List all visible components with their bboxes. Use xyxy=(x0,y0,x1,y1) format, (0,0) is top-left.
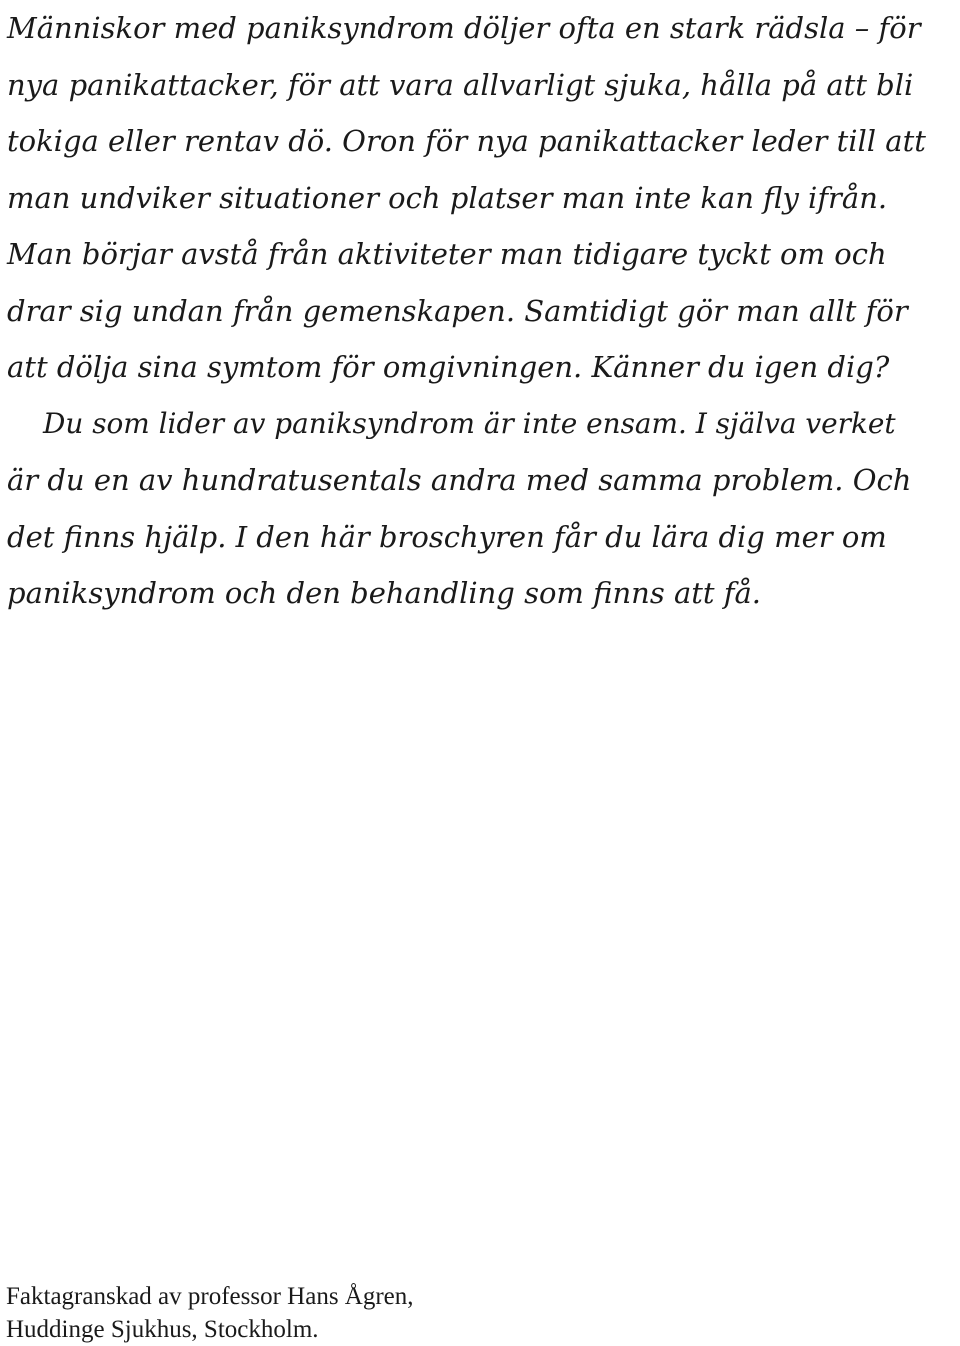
intro-line: Du som lider av paniksyndrom är inte ensam. I själva verket xyxy=(43,406,896,440)
intro-line: paniksyndrom och den behandling som finns att få. xyxy=(7,576,761,610)
credit-line: Faktagranskad av professor Hans Ågren, xyxy=(6,1283,414,1310)
intro-line: Människor med paniksyndrom döljer ofta en stark rädsla – för xyxy=(7,11,921,45)
fact-check-credit xyxy=(6,1280,414,1346)
intro-text xyxy=(7,0,955,622)
intro-line: Man börjar avstå från aktiviteter man tidigare tyckt om och xyxy=(7,237,887,271)
intro-line: att dölja sina symtom för omgivningen. Känner du igen dig? xyxy=(7,350,890,384)
intro-line: nya panikattacker, för att vara allvarligt sjuka, hålla på att bli xyxy=(7,67,914,102)
credit-line: Huddinge Sjukhus, Stockholm. xyxy=(6,1316,319,1343)
intro-line: man undviker situationer och platser man inte kan fly ifrån. xyxy=(7,180,888,215)
intro-line: det finns hjälp. I den här broschyren får du lära dig mer om xyxy=(7,519,887,554)
intro-line: är du en av hundratusentals andra med samma problem. Och xyxy=(7,463,912,497)
intro-line: drar sig undan från gemenskapen. Samtidigt gör man allt för xyxy=(7,293,908,328)
intro-line: tokiga eller rentav dö. Oron för nya panikattacker leder till att xyxy=(7,124,926,158)
